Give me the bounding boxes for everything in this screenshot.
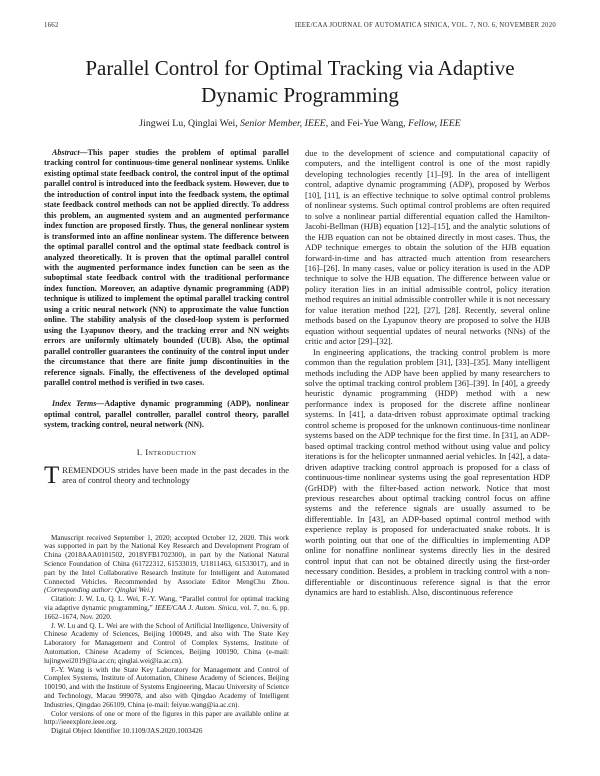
abstract-text: This paper studies the problem of optimal parallel tracking control for continuous-time general nonlinear systems. Unlike existing optimal state feedback control, the control input of the optimal parallel control is introduced into the feedback system. However, due to the introduction of control input into the feedback system, the optimal state feedback control methods can not be applied directly. To address this problem, an augmented system and an augmented performance index function are proposed firstly. Thus, the general nonlinear system is transformed into an affine nonlinear system. The difference between the optimal parallel control and the optimal state feedback control is analyzed theoretically. It is proven that the optimal parallel control with the augmented performance index function can be seen as the suboptimal state feedback control with the traditional performance index function. Moreover, an adaptive dynamic programming (ADP) technique is utilized to implement the optimal parallel tracking control using a critic neural network (NN) to approximate the value function online. The stability analysis of the closed-loop system is performed using the Lyapunov theory, and the tracking error and NN weights errors are uniformly ultimately bounded (UUB). Also, the optimal parallel controller guarantees the continuity of the control input under the circumstance that there are finite jump discontinuities in the reference signals. Finally, the effectiveness of the developed optimal parallel control method is verified in two cases. <box>44 148 289 387</box>
index-terms-text: Adaptive dynamic programming (ADP), nonlinear optimal control, parallel controller, parallel control theory, parallel system, tracking control, neural network (NN). <box>44 399 289 430</box>
author-names: Jingwei Lu, Qinglai Wei, <box>139 118 241 129</box>
footnote-manuscript <box>44 534 289 596</box>
footnote-citation-pages: , vol. 7, no. 6, pp. 1662–1674, Nov. 2020. <box>44 604 289 621</box>
intro-paragraph-2: In engineering applications, the tracking control problem is more common than the regulation problem [31], [33]–[35]. Many intelligent methods including the ADP have been applied by many researchers to solve the optimal tracking control problem [36]–[39]. In [40], a greedy heuristic dynamic programming (HDP) method with a new performance index is proposed for the discrete affine nonlinear systems. In [41], a data-driven robust approximate optimal tracking control scheme is proposed for the unknown continuous-time nonlinear systems based on the ADP technique for the first time. In [31], an ADP-based optimal tracking control method without using value and policy iterations is for the helicopter unmanned aerial vehicles. In [42], a data-driven adaptive tracking control approach is proposed for a class of continuous-time nonlinear systems using the goal representation HDP (GrHDP) with the filter-based action network. Notice that most previous researches about optimal tracking control focus on affine systems and the reference signals are usually assumed to be differentiable. In [43], an ADP-based optimal control method with experience replay is proposed for underactuated snake robots. It is worth pointing out that one of the difficulties in implementing ADP online for nonaffine nonlinear systems directly lies in the desired control input that can not be obtained directly using the first-order necessary condition. Besides, a problem in tracking control with a non-differentiable or discontinuous reference signal is that the error dynamics are hard to establish. Also, discontinuous reference <box>305 346 550 598</box>
intro-lead-text: REMENDOUS strides have been made in the past decades in the area of control theory and technology <box>62 464 289 486</box>
intro-paragraph-continuation: due to the development of science and computational capacity of computers, and the intelligent control is one of the most rapidly developing technologies recently [1]–[9]. In the area of intelligent control, adaptive dynamic programming (ADP), proposed by Werbos [10], [11], is an effective technique to solve optimal control problems of nonlinear systems. Such optimal control problems are often required to solve a nonlinear partial differential equation called the Hamilton-Jacobi-Bellman (HJB) equation [12]–[15], and the analytic solutions of the HJB equation can not be obtained directly in most cases. Thus, the ADP technique emerges to obtain the solution of the HJB equation forward-in-time and has attracted much attention from researchers [16]–[26]. In many cases, value or policy iteration is used in the ADP technique to solve the HJB equation. The difference between value or policy iteration lies in an initial admissible control, policy iteration method requires an initial admissible controller while it is not necessary for value iteration method [22], [27], [28]. Recently, several online methods based on the Lyapunov theory are proposed to solve the HJB equation without sequential updates of neural networks (NNs) of the critic and actor [29]–[32]. <box>305 148 550 347</box>
footnote-citation-text: Citation: J. W. Lu, Q. L. Wei, F.-Y. Wang, “Parallel control for optimal tracking via adaptive dynamic programming,” <box>44 595 289 613</box>
footnote-corresponding-author: (Corresponding author: Qinglai Wei.) <box>44 586 154 595</box>
footnote-manuscript-text: Manuscript received September 1, 2020; accepted October 12, 2020. This work was supported in part by the National Key Research and Development Program of China (2018AAA0101502, 2018YFB1702300), in part by the National Natural Science Foundation of China (61722312, 61533019, U1811463, 61533017), and in part by the Intel Collaborative Research Institute for Intelligent and Automated Connected Vehicles. Recommended by Associate Editor MengChu Zhou. <box>44 533 289 586</box>
running-header <box>44 22 556 29</box>
footnote-citation-journal: IEEE/CAA J. Autom. Sinica <box>155 604 237 613</box>
authors-line <box>44 118 556 129</box>
section-heading-introduction: I. Introduction <box>136 446 197 457</box>
footnote-citation <box>44 595 289 621</box>
footnote-affiliation-2: F.-Y. Wang is with the State Key Laboratory for Management and Control of Complex Systems, Institute of Automation, Chinese Academy of Sciences, Beijing 100190, and with the Institute of Systems Engineering, Macau University of Science and Technology, Macau 999078, and also with Qingdao Academy of Intelligent Industries, Qingdao 266109, China (e-mail: feiyue.wang@ia.ac.cn). <box>44 665 289 709</box>
intro-lead-paragraph <box>44 461 289 489</box>
footnote-doi: Digital Object Identifier 10.1109/JAS.2020.1003426 <box>51 727 203 736</box>
author-names: , and Fei-Yue Wang, <box>325 118 409 129</box>
right-column <box>305 148 550 750</box>
two-column-body <box>44 148 556 750</box>
footnote-affiliation-1: J. W. Lu and Q. L. Wei are with the School of Artificial Intelligence, University of Chinese Academy of Sciences, Beijing 100049, and also with The State Key Laboratory for Management and Control of Complex Systems, Institute of Automation, Chinese Academy of Sciences, Beijing 100190, China (e-mail: lujingwei2019@ia.ac.cn; qinglai.wei@ia.ac.cn). <box>44 621 289 665</box>
drop-cap: T <box>44 461 60 489</box>
abstract-label: Abstract— <box>52 148 88 157</box>
journal-title: IEEE/CAA JOURNAL OF AUTOMATICA SINICA, VOL. 7, NO. 6, NOVEMBER 2020 <box>294 22 556 29</box>
page-number: 1662 <box>44 22 59 29</box>
author-membership: Fellow, IEEE <box>408 118 461 129</box>
author-membership: Senior Member, IEEE <box>240 118 326 129</box>
index-terms-paragraph <box>44 399 289 430</box>
paper-title: Parallel Control for Optimal Tracking via Adaptive Dynamic Programming <box>85 56 515 107</box>
index-terms-label: Index Terms— <box>52 399 105 409</box>
footnote-color-versions: Color versions of one or more of the figures in this paper are available online at http://ieeexplore.ieee.org. <box>44 709 289 727</box>
first-page-footnotes <box>44 534 289 750</box>
abstract-paragraph <box>44 148 289 388</box>
left-column <box>44 148 289 750</box>
